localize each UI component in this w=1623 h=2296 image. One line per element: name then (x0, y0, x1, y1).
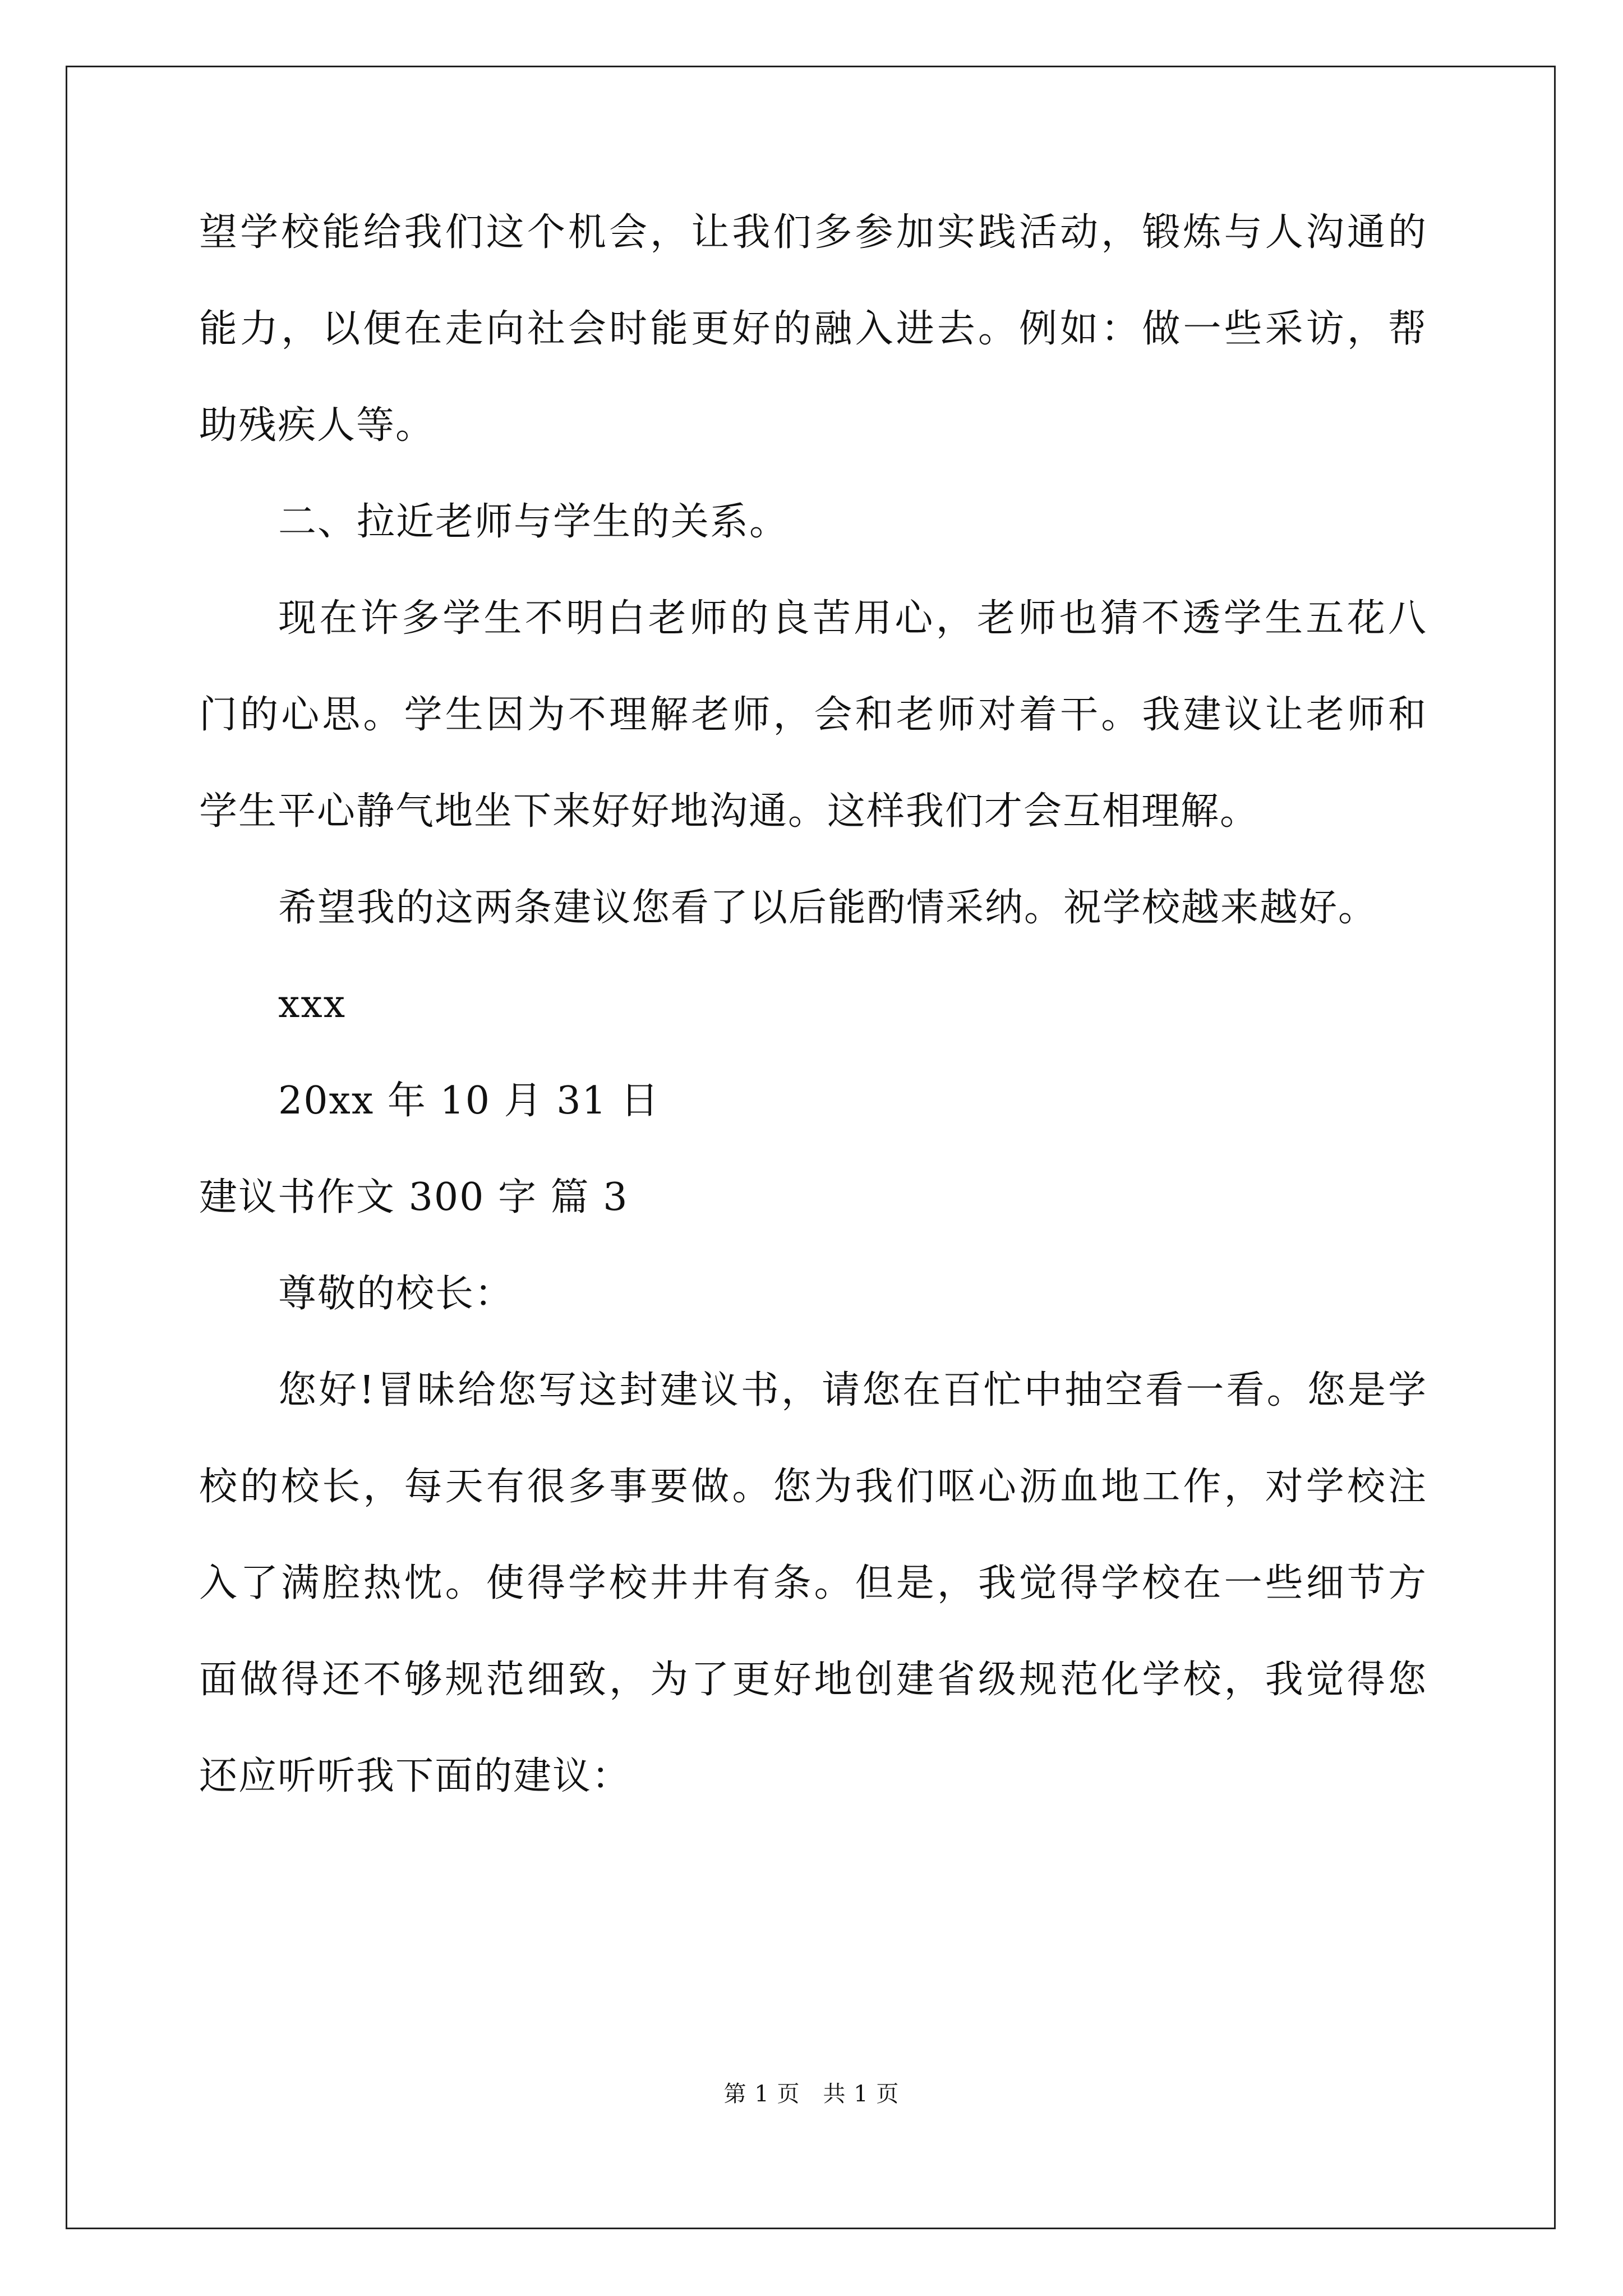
text-line-15: 入了满腔热忱。使得学校井井有条。但是，我觉得学校在一些细节方 (199, 1561, 1427, 1605)
text-line-14: 校的校长，每天有很多事要做。您为我们呕心沥血地工作，对学校注 (199, 1465, 1427, 1509)
text-line-7: 学生平心静气地坐下来好好地沟通。这样我们才会互相理解。 (199, 789, 1260, 834)
text-line-2: 能力，以便在走向社会时能更好的融入进去。例如：做一些采访，帮 (199, 307, 1427, 351)
text-line-1: 望学校能给我们这个机会，让我们多参加实践活动，锻炼与人沟通的 (199, 210, 1427, 255)
section-heading-2: 二、拉近老师与学生的关系。 (278, 500, 789, 544)
text-line-3: 助残疾人等。 (199, 403, 435, 448)
text-line-8: 希望我的这两条建议您看了以后能酌情采纳。祝学校越来越好。 (278, 886, 1378, 930)
text-line-6: 门的心思。学生因为不理解老师，会和老师对着干。我建议让老师和 (199, 693, 1427, 737)
salutation: 尊敬的校长： (278, 1272, 514, 1316)
text-line-17: 还应听听我下面的建议： (199, 1754, 631, 1798)
text-line-16: 面做得还不够规范细致，为了更好地创建省级规范化学校，我觉得您 (199, 1658, 1427, 1702)
signature-name: xxx (278, 982, 347, 1027)
signature-date: 20xx 年 10 月 31 日 (278, 1079, 660, 1123)
article-title: 建议书作文 300 字 篇 3 (199, 1175, 629, 1220)
text-line-5: 现在许多学生不明白老师的良苦用心，老师也猜不透学生五花八 (278, 596, 1427, 641)
text-line-13: 您好!冒昧给您写这封建议书，请您在百忙中抽空看一看。您是学 (278, 1368, 1427, 1412)
document-body (199, 208, 1427, 1802)
page-footer: 第 1 页 共 1 页 (723, 2081, 900, 2107)
